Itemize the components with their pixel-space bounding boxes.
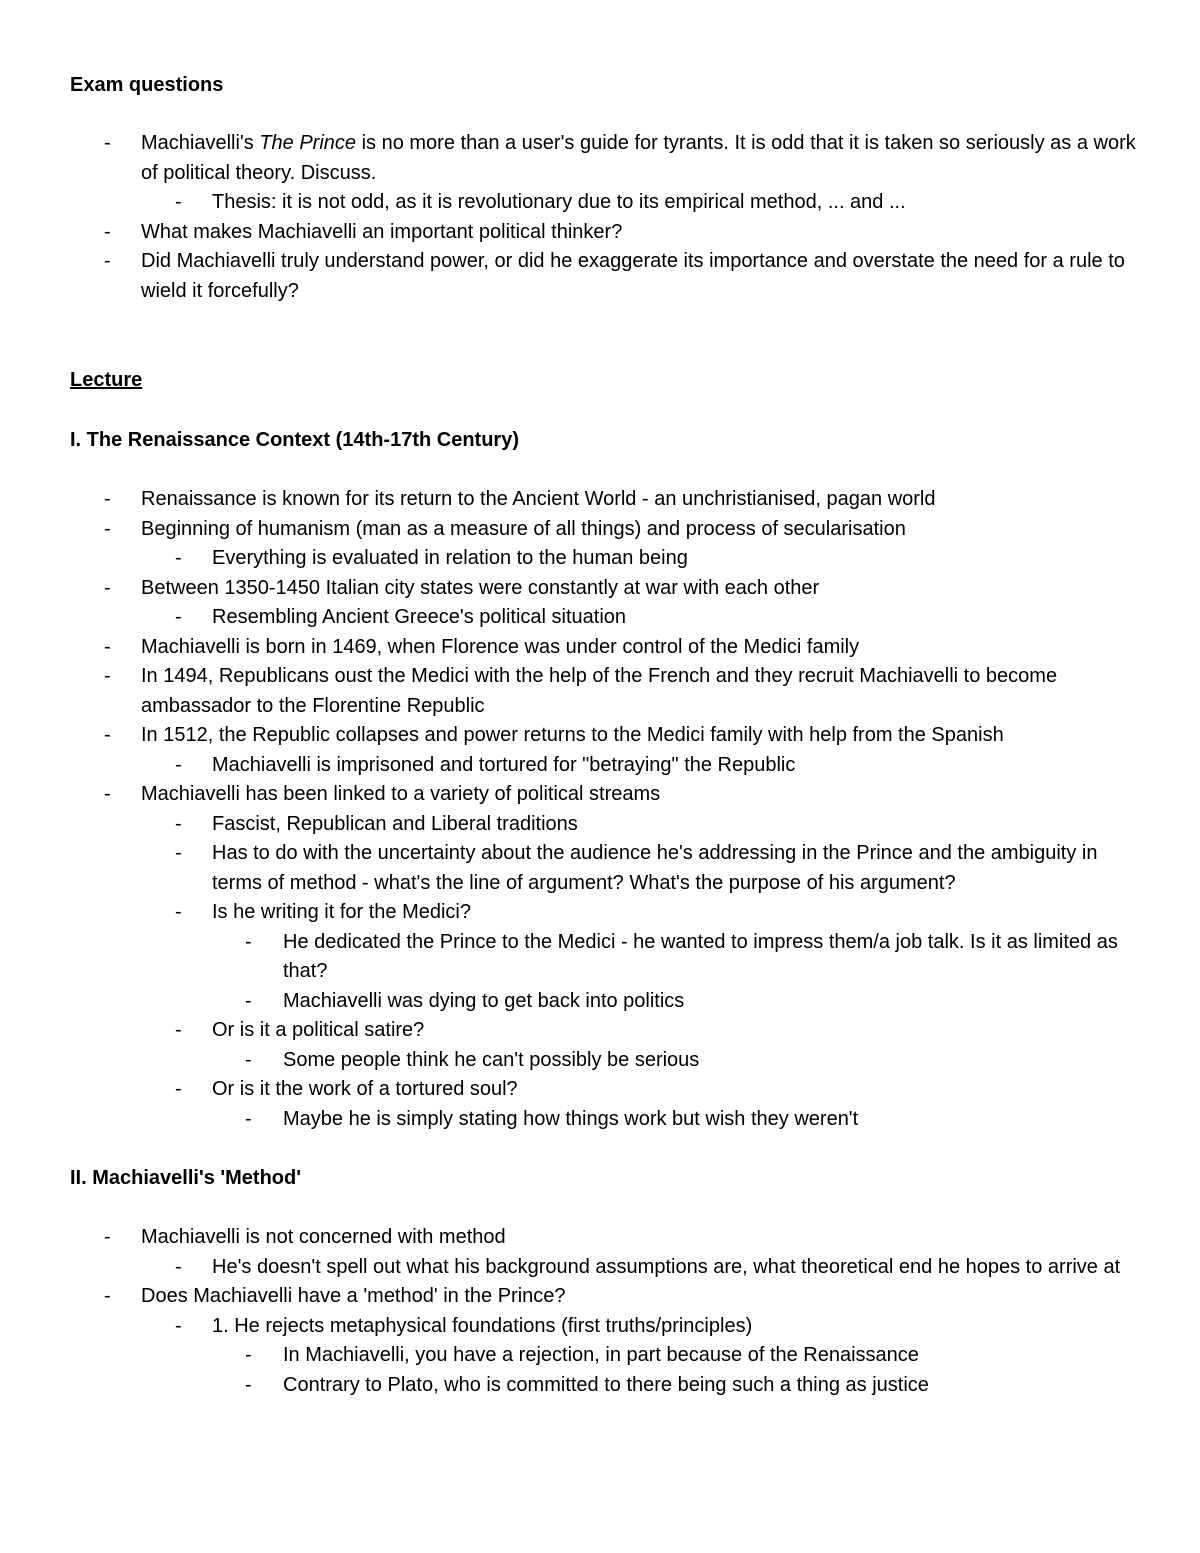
list-item-text: is no more than a user's guide for tyrants. It is odd that it is taken so seriously as a work of political theory. Discuss.	[141, 132, 1136, 184]
list-item	[70, 544, 1140, 574]
bullet-dash: -	[104, 488, 111, 510]
bullet-dash: -	[175, 547, 182, 569]
list-item	[70, 1016, 1140, 1046]
list-item	[70, 810, 1140, 840]
bullet-dash: -	[175, 753, 182, 776]
list-item-text: 1. He rejects metaphysical foundations (first truths/principles)	[212, 1314, 753, 1337]
list-item-text: Machiavelli is not concerned with method	[141, 1226, 506, 1248]
list-item-text: Fascist, Republican and Liberal traditions	[212, 812, 578, 835]
bullet-dash: -	[104, 132, 111, 154]
list-item-text: Resembling Ancient Greece's political situation	[212, 606, 627, 628]
lecture-heading: Lecture	[70, 369, 143, 391]
list-item	[70, 1253, 1140, 1283]
bullet-dash: -	[175, 1078, 182, 1100]
list-item-text: Some people think he can't possibly be serious	[283, 1048, 700, 1071]
document-page	[70, 70, 1140, 1400]
bullet-dash: -	[175, 1019, 182, 1041]
bullet-dash: -	[104, 1285, 111, 1307]
list-item-text: Everything is evaluated in relation to the human being	[212, 547, 688, 569]
bullet-dash: -	[104, 220, 111, 243]
list-item-text: Machiavelli is born in 1469, when Florence was under control of the Medici family	[141, 635, 860, 658]
list-item-text: Is he writing it for the Medici?	[212, 901, 471, 923]
list-item	[70, 928, 1140, 987]
list-item	[70, 780, 1140, 810]
list-item-text: Between 1350-1450 Italian city states were constantly at war with each other	[141, 576, 820, 599]
list-item	[70, 721, 1140, 751]
list-item-text: Renaissance is known for its return to the Ancient World - an unchristianised, pagan world	[141, 488, 936, 510]
bullet-dash: -	[104, 665, 111, 687]
list-item-text: Machiavelli is imprisoned and tortured for "betraying" the Republic	[212, 753, 796, 776]
bullet-dash: -	[245, 1107, 252, 1130]
list-item	[70, 1282, 1140, 1312]
bullet-dash: -	[104, 1226, 111, 1248]
list-item-text: Beginning of humanism (man as a measure of all things) and process of secularisation	[141, 517, 906, 540]
list-item	[70, 1371, 1140, 1401]
section-1-list	[70, 485, 1140, 1134]
list-item	[70, 1046, 1140, 1076]
list-item-text: In 1512, the Republic collapses and power returns to the Medici family with help from the Spanish	[141, 724, 1004, 746]
bullet-dash: -	[104, 576, 111, 599]
list-item	[70, 987, 1140, 1017]
section-2-list	[70, 1223, 1140, 1400]
exam-questions-list	[70, 129, 1140, 306]
list-item	[70, 188, 1140, 218]
list-item	[70, 247, 1140, 306]
list-item-text: Or is it the work of a tortured soul?	[212, 1078, 518, 1100]
bullet-dash: -	[104, 250, 111, 272]
list-item-text: Contrary to Plato, who is committed to there being such a thing as justice	[283, 1373, 929, 1396]
list-item-text: In Machiavelli, you have a rejection, in part because of the Renaissance	[283, 1344, 919, 1366]
bullet-dash: -	[175, 901, 182, 923]
list-item	[70, 898, 1140, 928]
list-item	[70, 662, 1140, 721]
bullet-dash: -	[245, 930, 252, 953]
section-2-heading: II. Machiavelli's 'Method'	[70, 1167, 301, 1189]
list-item	[70, 633, 1140, 663]
list-item-text: Machiavelli's	[141, 132, 260, 154]
list-item	[70, 485, 1140, 515]
list-item-text: He dedicated the Prince to the Medici - he wanted to impress them/a job talk. Is it as limited as that?	[283, 930, 1118, 982]
book-title: The Prince	[259, 132, 357, 154]
bullet-dash: -	[104, 724, 111, 746]
exam-questions-heading: Exam questions	[70, 74, 224, 96]
list-item-text: Maybe he is simply stating how things work but wish they weren't	[283, 1107, 859, 1130]
list-item	[70, 603, 1140, 633]
bullet-dash: -	[245, 989, 252, 1012]
bullet-dash: -	[175, 191, 182, 213]
list-item-text: Thesis: it is not odd, as it is revolutionary due to its empirical method, ... and ...	[212, 191, 906, 213]
bullet-dash: -	[245, 1373, 252, 1396]
list-item	[70, 574, 1140, 604]
bullet-dash: -	[245, 1048, 252, 1071]
bullet-dash: -	[175, 606, 182, 628]
list-item	[70, 1105, 1140, 1135]
list-item-text: Does Machiavelli have a 'method' in the Prince?	[141, 1285, 566, 1307]
list-item	[70, 1075, 1140, 1105]
bullet-dash: -	[104, 783, 111, 805]
section-1-heading: I. The Renaissance Context (14th-17th Century)	[70, 429, 519, 451]
list-item-text: In 1494, Republicans oust the Medici with the help of the French and they recruit Machiavelli to become ambassador to the Florentine Republic	[141, 665, 1058, 717]
bullet-dash: -	[104, 635, 111, 658]
list-item	[70, 1312, 1140, 1342]
list-item-text: Has to do with the uncertainty about the audience he's addressing in the Prince and the ambiguity in terms of method - what's the line of argument? What's the purpose of his argument?	[212, 842, 1098, 894]
list-item	[70, 218, 1140, 248]
list-item-text: What makes Machiavelli an important political thinker?	[141, 220, 623, 243]
list-item	[70, 515, 1140, 545]
list-item-text: Machiavelli has been linked to a variety of political streams	[141, 783, 661, 805]
bullet-dash: -	[245, 1344, 252, 1366]
list-item	[70, 839, 1140, 898]
list-item-text: Or is it a political satire?	[212, 1019, 425, 1041]
list-item-text: Machiavelli was dying to get back into politics	[283, 989, 685, 1012]
bullet-dash: -	[175, 1314, 182, 1337]
bullet-dash: -	[104, 517, 111, 540]
list-item	[70, 751, 1140, 781]
list-item-text: He's doesn't spell out what his background assumptions are, what theoretical end he hopes to arrive at	[212, 1255, 1121, 1278]
list-item-text: Did Machiavelli truly understand power, or did he exaggerate its importance and overstate the need for a rule to wield it forcefully?	[141, 250, 1125, 302]
list-item	[70, 1223, 1140, 1253]
bullet-dash: -	[175, 1255, 182, 1278]
bullet-dash: -	[175, 842, 182, 864]
list-item	[70, 1341, 1140, 1371]
bullet-dash: -	[175, 812, 182, 835]
list-item	[70, 129, 1140, 188]
